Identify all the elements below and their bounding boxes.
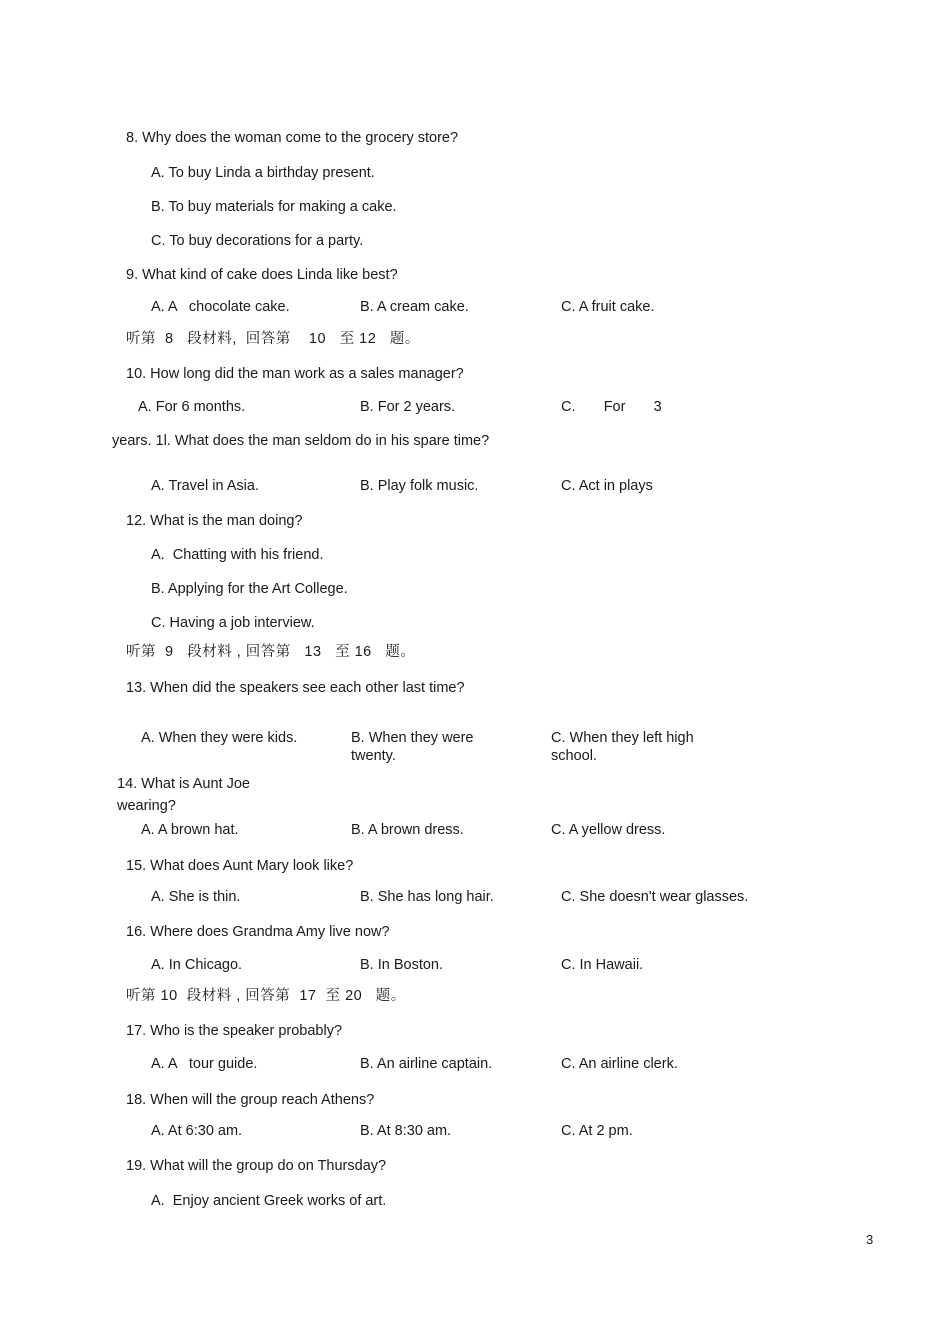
q18-option-a: A. At 6:30 am. — [151, 1123, 243, 1139]
q15-option-b: B. She has long hair. — [360, 889, 494, 905]
question-14: 14. What is Aunt Joe wearing? — [117, 776, 250, 814]
q19-option-a: A. Enjoy ancient Greek works of art. — [151, 1193, 387, 1209]
q17-option-c: C. An airline clerk. — [561, 1056, 678, 1072]
q8-option-a: A. To buy Linda a birthday present. — [151, 165, 375, 181]
q16-option-a: A. In Chicago. — [151, 957, 243, 973]
q8-option-c: C. To buy decorations for a party. — [151, 233, 364, 249]
q12-option-a: A. Chatting with his friend. — [151, 547, 324, 563]
q10-option-b: B. For 2 years. — [360, 399, 456, 415]
q14-option-c: C. A yellow dress. — [551, 822, 666, 838]
q10-option-a: A. For 6 months. — [138, 399, 246, 415]
q18-option-b: B. At 8:30 am. — [360, 1123, 452, 1139]
question-12: 12. What is the man doing? — [126, 513, 303, 529]
q15-option-a: A. She is thin. — [151, 889, 241, 905]
question-18: 18. When will the group reach Athens? — [126, 1092, 375, 1108]
question-11: years. 1l. What does the man seldom do in his spare time? — [112, 433, 490, 449]
q13-option-c: C. When they left high school. — [551, 730, 694, 764]
q13-option-a: A. When they were kids. — [141, 730, 298, 746]
q16-option-b: B. In Boston. — [360, 957, 444, 973]
q17-option-b: B. An airline captain. — [360, 1056, 493, 1072]
q9-option-b: B. A cream cake. — [360, 299, 469, 315]
q12-option-b: B. Applying for the Art College. — [151, 581, 348, 597]
question-10: 10. How long did the man work as a sales manager? — [126, 366, 464, 382]
question-8: 8. Why does the woman come to the grocery store? — [126, 130, 459, 146]
page-number: 3 — [866, 1232, 874, 1247]
q10-option-c: C. For 3 — [561, 399, 662, 415]
q14-option-a: A. A brown hat. — [141, 822, 239, 838]
section-10-instruction: 听第 10 段材料 , 回答第 17 至 20 题。 — [126, 988, 406, 1004]
q9-option-a: A. A chocolate cake. — [151, 299, 290, 315]
q15-option-c: C. She doesn't wear glasses. — [561, 889, 749, 905]
q8-option-b: B. To buy materials for making a cake. — [151, 199, 397, 215]
question-13: 13. When did the speakers see each other last time? — [126, 680, 465, 696]
q18-option-c: C. At 2 pm. — [561, 1123, 633, 1139]
question-15: 15. What does Aunt Mary look like? — [126, 858, 354, 874]
question-16: 16. Where does Grandma Amy live now? — [126, 924, 390, 940]
q11-option-a: A. Travel in Asia. — [151, 478, 259, 494]
section-9-instruction: 听第 9 段材料 , 回答第 13 至 16 题。 — [126, 644, 416, 660]
q14-option-b: B. A brown dress. — [351, 822, 464, 838]
section-8-instruction: 听第 8 段材料, 回答第 10 至 12 题。 — [126, 331, 420, 347]
question-9: 9. What kind of cake does Linda like best? — [126, 267, 398, 283]
q11-option-b: B. Play folk music. — [360, 478, 479, 494]
question-17: 17. Who is the speaker probably? — [126, 1023, 343, 1039]
q11-option-c: C. Act in plays — [561, 478, 653, 494]
q17-option-a: A. A tour guide. — [151, 1056, 258, 1072]
q16-option-c: C. In Hawaii. — [561, 957, 644, 973]
q13-option-b: B. When they were twenty. — [351, 730, 474, 764]
question-19: 19. What will the group do on Thursday? — [126, 1158, 387, 1174]
q12-option-c: C. Having a job interview. — [151, 615, 315, 631]
q9-option-c: C. A fruit cake. — [561, 299, 655, 315]
